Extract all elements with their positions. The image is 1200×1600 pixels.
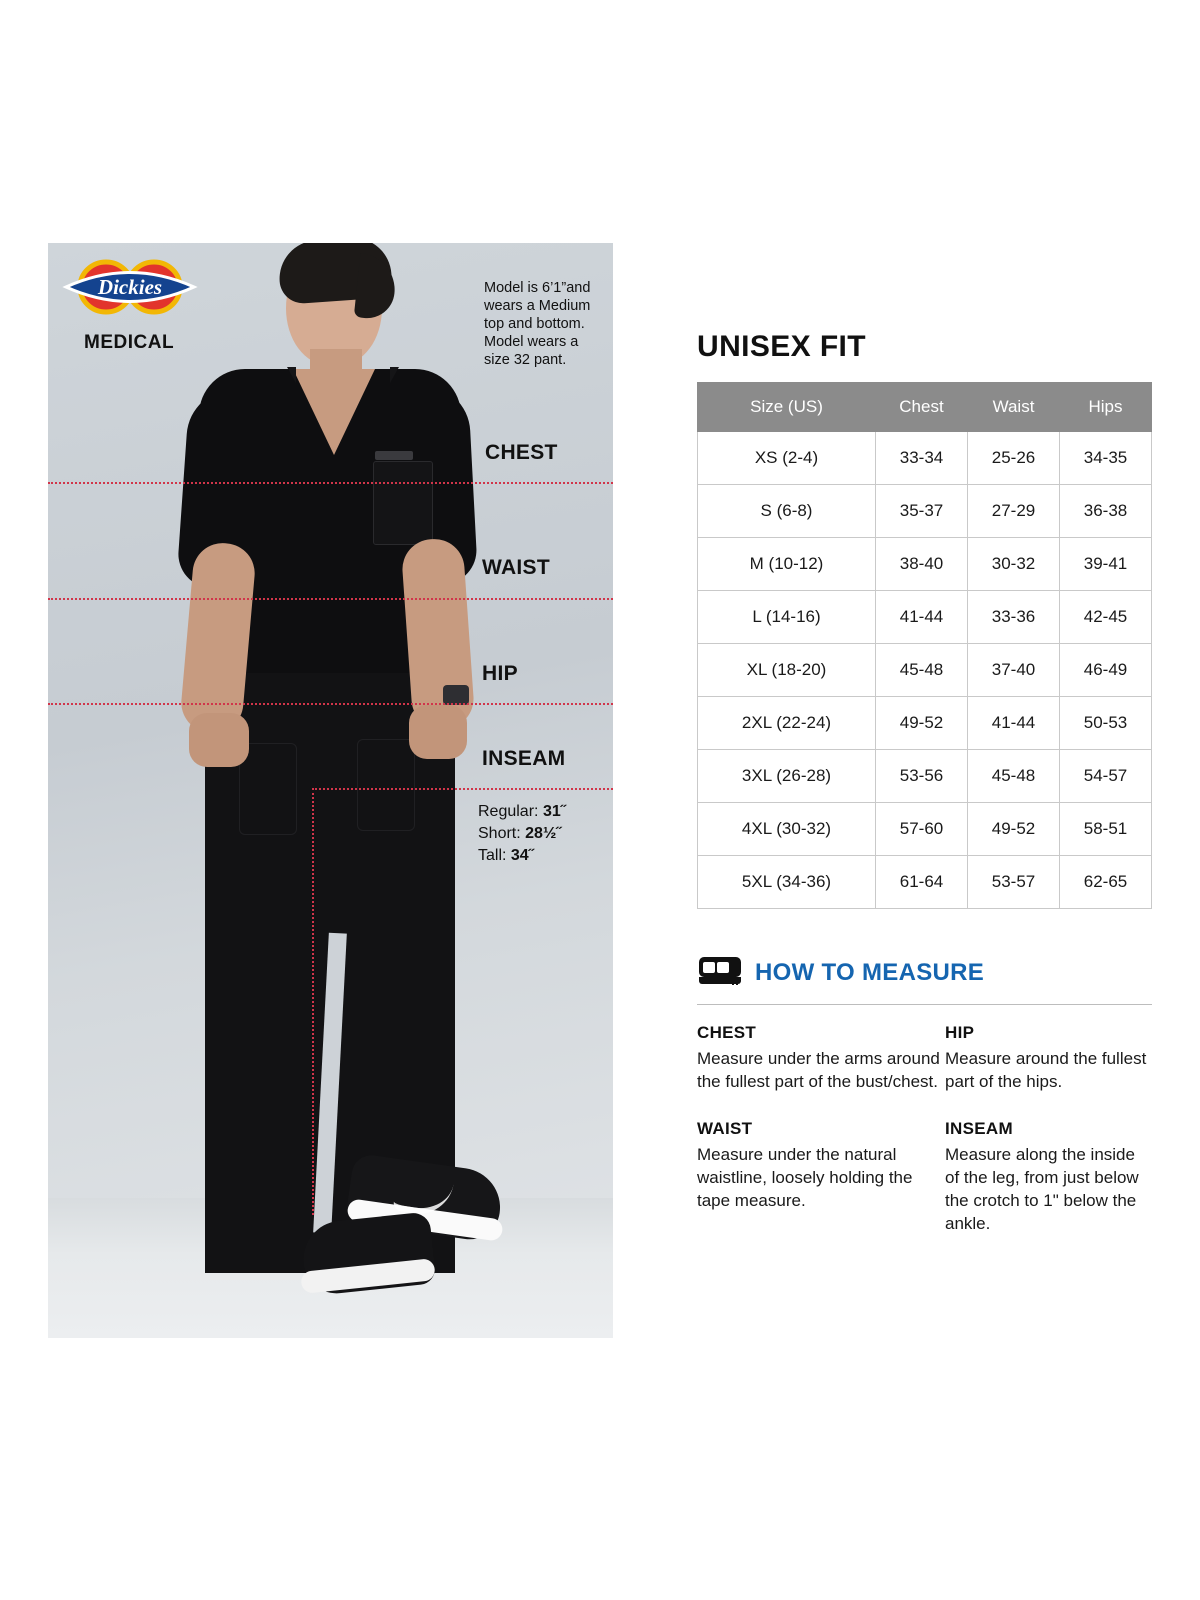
cell-size: M (10-12) bbox=[698, 538, 876, 591]
model-photo-panel bbox=[48, 243, 613, 1338]
inseam-measure-label: INSEAM bbox=[482, 747, 566, 770]
cell-waist: 25-26 bbox=[968, 432, 1060, 485]
inseam-vertical-line bbox=[312, 788, 314, 1215]
cell-waist: 49-52 bbox=[968, 803, 1060, 856]
model-hand-left bbox=[189, 713, 249, 767]
column-header-hips: Hips bbox=[1060, 383, 1152, 432]
cell-waist: 41-44 bbox=[968, 697, 1060, 750]
cell-hips: 39-41 bbox=[1060, 538, 1152, 591]
model-illustration bbox=[143, 243, 503, 1273]
inseam-short-value: 28½˝ bbox=[525, 825, 562, 842]
table-row bbox=[698, 432, 1152, 485]
cell-hips: 58-51 bbox=[1060, 803, 1152, 856]
column-header-chest: Chest bbox=[876, 383, 968, 432]
measure-item-waist bbox=[697, 1119, 945, 1235]
measure-item-chest-heading: CHEST bbox=[697, 1023, 757, 1042]
model-watch bbox=[443, 685, 469, 705]
measure-item-inseam bbox=[945, 1119, 1152, 1235]
cell-waist: 33-36 bbox=[968, 591, 1060, 644]
model-hand-right bbox=[409, 705, 467, 759]
measure-item-inseam-heading: INSEAM bbox=[945, 1119, 1013, 1138]
cell-hips: 54-57 bbox=[1060, 750, 1152, 803]
cell-size: 2XL (22-24) bbox=[698, 697, 876, 750]
cell-waist: 30-32 bbox=[968, 538, 1060, 591]
cell-hips: 34-35 bbox=[1060, 432, 1152, 485]
measure-item-hip bbox=[945, 1023, 1152, 1093]
how-to-measure-divider bbox=[697, 1004, 1152, 1005]
model-hair-side bbox=[354, 253, 398, 321]
inseam-tall-value: 34˝ bbox=[510, 847, 535, 864]
cell-hips: 42-45 bbox=[1060, 591, 1152, 644]
table-row bbox=[698, 591, 1152, 644]
column-header-waist: Waist bbox=[968, 383, 1060, 432]
how-to-measure-grid bbox=[697, 1023, 1152, 1235]
how-to-measure-header bbox=[697, 953, 1152, 992]
cell-size: XL (18-20) bbox=[698, 644, 876, 697]
inseam-regular-label: Regular: bbox=[478, 803, 539, 820]
dickies-logo bbox=[62, 254, 212, 366]
model-chest-tag bbox=[375, 451, 413, 460]
measure-item-inseam-text: Measure along the inside of the leg, from just below the crotch to 1" below the ankle. bbox=[945, 1145, 1139, 1233]
cell-waist: 37-40 bbox=[968, 644, 1060, 697]
model-pants-pocket-right bbox=[357, 739, 415, 831]
cell-size: XS (2-4) bbox=[698, 432, 876, 485]
cell-chest: 35-37 bbox=[876, 485, 968, 538]
how-to-measure-title: HOW TO MEASURE bbox=[755, 958, 985, 986]
cell-chest: 61-64 bbox=[876, 856, 968, 909]
measure-item-hip-text: Measure around the fullest part of the hips. bbox=[945, 1049, 1147, 1091]
cell-size: 4XL (30-32) bbox=[698, 803, 876, 856]
waist-measure-label: WAIST bbox=[482, 556, 550, 579]
table-row bbox=[698, 750, 1152, 803]
inseam-short-label: Short: bbox=[478, 825, 521, 842]
table-row bbox=[698, 644, 1152, 697]
cell-chest: 41-44 bbox=[876, 591, 968, 644]
cell-hips: 36-38 bbox=[1060, 485, 1152, 538]
chest-measure-label: CHEST bbox=[485, 441, 558, 464]
table-row bbox=[698, 485, 1152, 538]
measure-item-chest-text: Measure under the arms around the fullest part of the bust/chest. bbox=[697, 1049, 940, 1091]
cell-chest: 53-56 bbox=[876, 750, 968, 803]
inseam-regular-value: 31˝ bbox=[542, 803, 567, 820]
model-pants-pocket-left bbox=[239, 743, 297, 835]
cell-size: L (14-16) bbox=[698, 591, 876, 644]
table-row bbox=[698, 697, 1152, 750]
inseam-option-short bbox=[478, 823, 566, 845]
hip-measure-label: HIP bbox=[482, 662, 518, 685]
hip-measure-line bbox=[48, 703, 613, 705]
measure-item-hip-heading: HIP bbox=[945, 1023, 975, 1042]
measure-item-waist-text: Measure under the natural waistline, loosely holding the tape measure. bbox=[697, 1145, 913, 1210]
cell-chest: 38-40 bbox=[876, 538, 968, 591]
table-row bbox=[698, 856, 1152, 909]
svg-text:Dickies: Dickies bbox=[97, 275, 163, 299]
logo-medical-text: MEDICAL bbox=[84, 332, 175, 353]
cell-size: 3XL (26-28) bbox=[698, 750, 876, 803]
measure-item-chest bbox=[697, 1023, 945, 1093]
inseam-option-tall bbox=[478, 845, 566, 867]
cell-size: S (6-8) bbox=[698, 485, 876, 538]
column-header-size: Size (US) bbox=[698, 383, 876, 432]
cell-waist: 53-57 bbox=[968, 856, 1060, 909]
table-row bbox=[698, 803, 1152, 856]
inseam-options bbox=[478, 801, 566, 867]
model-note: Model is 6’1”and wears a Medium top and bottom. Model wears a size 32 pant. bbox=[484, 280, 591, 368]
tape-measure-icon bbox=[697, 953, 743, 992]
cell-hips: 50-53 bbox=[1060, 697, 1152, 750]
size-chart-panel bbox=[697, 330, 1152, 1235]
page-title: UNISEX FIT bbox=[697, 330, 867, 363]
model-chest-pocket bbox=[373, 461, 433, 545]
cell-waist: 27-29 bbox=[968, 485, 1060, 538]
inseam-option-regular bbox=[478, 801, 566, 823]
chest-measure-line bbox=[48, 482, 613, 484]
cell-chest: 45-48 bbox=[876, 644, 968, 697]
measure-item-waist-heading: WAIST bbox=[697, 1119, 753, 1138]
table-header-row bbox=[698, 383, 1152, 432]
cell-chest: 49-52 bbox=[876, 697, 968, 750]
cell-chest: 33-34 bbox=[876, 432, 968, 485]
cell-hips: 62-65 bbox=[1060, 856, 1152, 909]
inseam-measure-line bbox=[312, 788, 613, 790]
inseam-tall-label: Tall: bbox=[478, 847, 507, 864]
cell-waist: 45-48 bbox=[968, 750, 1060, 803]
table-row bbox=[698, 538, 1152, 591]
cell-size: 5XL (34-36) bbox=[698, 856, 876, 909]
cell-chest: 57-60 bbox=[876, 803, 968, 856]
waist-measure-line bbox=[48, 598, 613, 600]
cell-hips: 46-49 bbox=[1060, 644, 1152, 697]
size-chart-table bbox=[697, 382, 1152, 909]
dickies-logo-icon bbox=[62, 254, 198, 320]
